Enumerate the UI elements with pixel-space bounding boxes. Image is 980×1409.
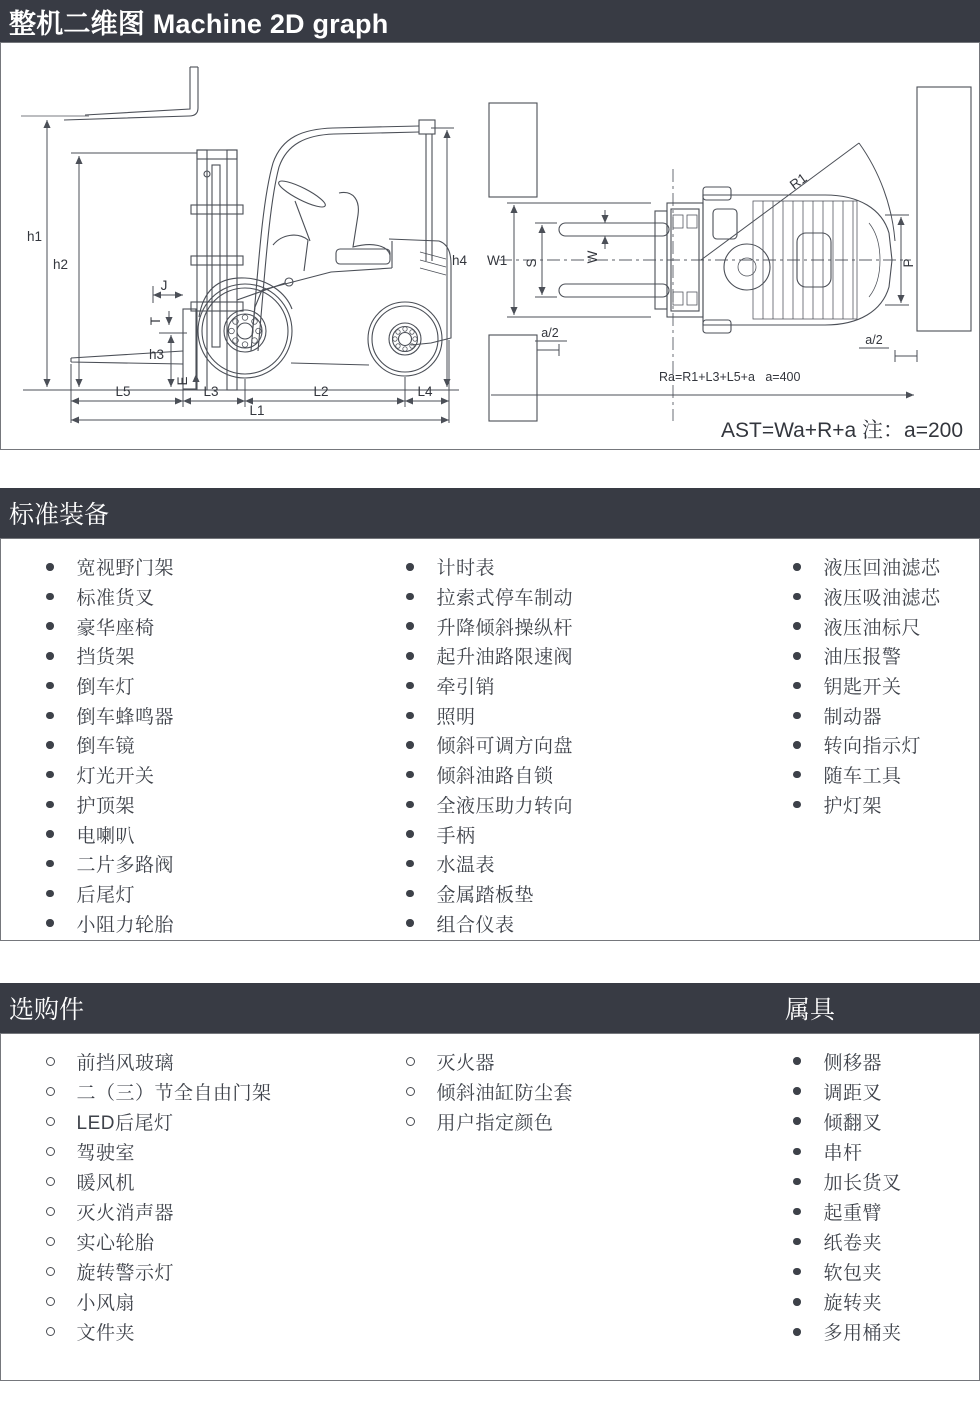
list-item-label: 旋转警示灯 bbox=[76, 1263, 175, 1285]
list-item bbox=[46, 1317, 272, 1347]
dim-label-L1: L1 bbox=[249, 403, 265, 418]
bullet-icon bbox=[793, 1087, 801, 1095]
bullet-icon bbox=[46, 741, 54, 749]
list-item-label: 升降倾斜操纵杆 bbox=[436, 617, 574, 639]
bullet-icon bbox=[406, 652, 414, 660]
hollow-bullet-icon bbox=[46, 1267, 55, 1276]
list-item-label: 水温表 bbox=[436, 855, 496, 877]
list-item-label: 转向指示灯 bbox=[823, 736, 922, 758]
list-item-label: 随车工具 bbox=[823, 766, 902, 788]
standard-equipment-header-bar bbox=[0, 488, 980, 538]
list-item-label: 倒车灯 bbox=[76, 677, 136, 699]
list-item bbox=[46, 582, 174, 612]
dim-label-L3: L3 bbox=[203, 384, 219, 399]
list-item-label: 倒车镜 bbox=[76, 736, 136, 758]
hollow-bullet-icon bbox=[406, 1057, 415, 1066]
dim-label-W: W bbox=[585, 250, 600, 264]
dim-label-P: P bbox=[901, 258, 916, 268]
section-gap bbox=[0, 450, 980, 488]
list-item-label: 计时表 bbox=[436, 558, 496, 580]
list-item-label: 加长货叉 bbox=[823, 1172, 902, 1194]
bullet-icon bbox=[46, 860, 54, 868]
bullet-icon bbox=[793, 712, 801, 720]
list-item bbox=[46, 552, 174, 582]
bullet-icon bbox=[46, 771, 54, 779]
list-item bbox=[793, 1287, 902, 1317]
list-item-label: 灭火器 bbox=[436, 1052, 496, 1074]
list-item bbox=[406, 1076, 573, 1106]
list-item bbox=[793, 671, 941, 701]
machine-2d-drawing-box bbox=[0, 42, 980, 450]
list-item bbox=[793, 1046, 902, 1076]
list-item-label: 旋转夹 bbox=[823, 1293, 883, 1315]
bullet-icon bbox=[793, 741, 801, 749]
list-item-label: 倾翻叉 bbox=[823, 1112, 883, 1134]
bullet-icon bbox=[793, 1208, 801, 1216]
list-item-label: 倾斜可调方向盘 bbox=[436, 736, 574, 758]
list-item bbox=[406, 879, 573, 909]
dim-label-L5: L5 bbox=[115, 384, 131, 399]
list-item bbox=[406, 908, 573, 938]
bullet-icon bbox=[46, 563, 54, 571]
list-item bbox=[406, 671, 573, 701]
bullet-icon bbox=[793, 652, 801, 660]
list-item-label: 组合仪表 bbox=[436, 914, 515, 936]
list-item-label: 灯光开关 bbox=[76, 766, 155, 788]
list-item bbox=[406, 700, 573, 730]
list-item-label: 拉索式停车制动 bbox=[436, 588, 574, 610]
attachments-title: 属具 bbox=[785, 996, 836, 1024]
list-item bbox=[406, 819, 573, 849]
bullet-icon bbox=[793, 1268, 801, 1276]
list-item bbox=[793, 1106, 902, 1136]
hollow-bullet-icon bbox=[46, 1057, 55, 1066]
list-item-label: 制动器 bbox=[823, 706, 883, 728]
list-item-label: 多用桶夹 bbox=[823, 1323, 902, 1345]
bullet-icon bbox=[793, 682, 801, 690]
bullet-icon bbox=[406, 919, 414, 927]
list-item-label: 灭火消声器 bbox=[76, 1203, 175, 1225]
dim-label-h2: h2 bbox=[53, 257, 69, 272]
forklift-top-view bbox=[487, 87, 971, 421]
bullet-icon bbox=[406, 771, 414, 779]
hollow-bullet-icon bbox=[406, 1117, 415, 1126]
list-item bbox=[793, 1166, 902, 1196]
optional-parts-box bbox=[0, 1033, 980, 1381]
list-item bbox=[406, 790, 573, 820]
dim-label-T: T bbox=[148, 316, 163, 326]
list-item-label: 调距叉 bbox=[823, 1082, 883, 1104]
list-item bbox=[46, 611, 174, 641]
bullet-icon bbox=[793, 1298, 801, 1306]
standard-equipment-column-1 bbox=[46, 552, 174, 938]
ra-formula-label: Ra=R1+L3+L5+a a=400 bbox=[659, 370, 801, 384]
list-item bbox=[406, 552, 573, 582]
list-item bbox=[46, 1076, 272, 1106]
machine-2d-header-bar bbox=[0, 0, 980, 42]
list-item bbox=[793, 582, 941, 612]
dim-label-h4: h4 bbox=[452, 253, 468, 268]
list-item bbox=[793, 760, 941, 790]
bullet-icon bbox=[406, 890, 414, 898]
list-item-label: 护顶架 bbox=[76, 795, 136, 817]
bullet-icon bbox=[46, 712, 54, 720]
list-item-label: 小阻力轮胎 bbox=[76, 914, 175, 936]
bullet-icon bbox=[406, 741, 414, 749]
list-item bbox=[46, 1196, 272, 1226]
hollow-bullet-icon bbox=[46, 1117, 55, 1126]
list-item bbox=[46, 1166, 272, 1196]
bullet-icon bbox=[793, 1178, 801, 1186]
standard-equipment-column-2 bbox=[406, 552, 573, 938]
list-item bbox=[793, 1257, 902, 1287]
hollow-bullet-icon bbox=[46, 1147, 55, 1156]
list-item-label: 液压油标尺 bbox=[823, 617, 922, 639]
list-item bbox=[46, 908, 174, 938]
list-item bbox=[793, 700, 941, 730]
optional-parts-title: 选购件 bbox=[9, 996, 85, 1024]
hollow-bullet-icon bbox=[46, 1207, 55, 1216]
list-item-label: 液压吸油滤芯 bbox=[823, 588, 941, 610]
list-item bbox=[793, 552, 941, 582]
bullet-icon bbox=[793, 1117, 801, 1125]
list-item-label: 后尾灯 bbox=[76, 884, 136, 906]
bullet-icon bbox=[406, 801, 414, 809]
dim-label-a2-left: a/2 bbox=[541, 326, 559, 340]
bullet-icon bbox=[46, 652, 54, 660]
standard-equipment-column-3 bbox=[793, 552, 941, 819]
list-item bbox=[46, 1136, 272, 1166]
bullet-icon bbox=[46, 801, 54, 809]
bullet-icon bbox=[793, 801, 801, 809]
list-item-label: 驾驶室 bbox=[76, 1142, 136, 1164]
list-item bbox=[46, 1046, 272, 1076]
bullet-icon bbox=[793, 1328, 801, 1336]
list-item bbox=[46, 849, 174, 879]
hollow-bullet-icon bbox=[46, 1297, 55, 1306]
hollow-bullet-icon bbox=[46, 1327, 55, 1336]
list-item-label: 二片多路阀 bbox=[76, 855, 175, 877]
dim-label-h1: h1 bbox=[27, 229, 43, 244]
optional-parts-column-2 bbox=[406, 1046, 573, 1136]
list-item-label: LED后尾灯 bbox=[76, 1112, 174, 1134]
dim-label-L2: L2 bbox=[313, 384, 329, 399]
list-item-label: 电喇叭 bbox=[76, 825, 136, 847]
list-item-label: 纸卷夹 bbox=[823, 1233, 883, 1255]
list-item bbox=[46, 671, 174, 701]
list-item-label: 液压回油滤芯 bbox=[823, 558, 941, 580]
bullet-icon bbox=[793, 593, 801, 601]
list-item-label: 暖风机 bbox=[76, 1172, 136, 1194]
bullet-icon bbox=[793, 563, 801, 571]
hollow-bullet-icon bbox=[46, 1237, 55, 1246]
list-item-label: 标准货叉 bbox=[76, 588, 155, 610]
bullet-icon bbox=[406, 712, 414, 720]
bullet-icon bbox=[46, 919, 54, 927]
dim-label-a2-right: a/2 bbox=[865, 333, 883, 347]
list-item-label: 宽视野门架 bbox=[76, 558, 175, 580]
standard-equipment-title: 标准装备 bbox=[9, 501, 110, 529]
list-item-label: 金属踏板垫 bbox=[436, 884, 535, 906]
list-item bbox=[406, 582, 573, 612]
forklift-2d-drawing bbox=[1, 43, 979, 449]
optional-parts-header-bar bbox=[0, 983, 980, 1033]
list-item bbox=[46, 641, 174, 671]
list-item-label: 软包夹 bbox=[823, 1263, 883, 1285]
list-item bbox=[793, 1076, 902, 1106]
list-item-label: 实心轮胎 bbox=[76, 1233, 155, 1255]
bullet-icon bbox=[46, 622, 54, 630]
list-item-label: 全液压助力转向 bbox=[436, 795, 574, 817]
list-item bbox=[406, 849, 573, 879]
bullet-icon bbox=[46, 593, 54, 601]
forklift-side-view bbox=[21, 67, 459, 390]
list-item-label: 照明 bbox=[436, 706, 476, 728]
list-item bbox=[793, 1227, 902, 1257]
bullet-icon bbox=[406, 563, 414, 571]
bullet-icon bbox=[406, 622, 414, 630]
list-item bbox=[46, 790, 174, 820]
attachments-column bbox=[793, 1046, 902, 1347]
list-item-label: 用户指定颜色 bbox=[436, 1112, 554, 1134]
list-item-label: 倾斜油路自锁 bbox=[436, 766, 554, 788]
list-item-label: 挡货架 bbox=[76, 647, 136, 669]
list-item bbox=[793, 1317, 902, 1347]
optional-parts-column-1 bbox=[46, 1046, 272, 1347]
list-item-label: 油压报警 bbox=[823, 647, 902, 669]
list-item bbox=[46, 879, 174, 909]
list-item bbox=[793, 1136, 902, 1166]
list-item bbox=[793, 790, 941, 820]
dim-label-h3: h3 bbox=[149, 347, 165, 362]
list-item bbox=[46, 1257, 272, 1287]
bullet-icon bbox=[46, 890, 54, 898]
bullet-icon bbox=[46, 830, 54, 838]
list-item bbox=[406, 1106, 573, 1136]
list-item-label: 豪华座椅 bbox=[76, 617, 155, 639]
list-item bbox=[406, 760, 573, 790]
list-item bbox=[793, 730, 941, 760]
bullet-icon bbox=[793, 1057, 801, 1065]
dim-label-S: S bbox=[524, 258, 539, 268]
list-item-label: 手柄 bbox=[436, 825, 476, 847]
bullet-icon bbox=[793, 771, 801, 779]
list-item bbox=[793, 1196, 902, 1226]
dim-label-J: J bbox=[160, 278, 168, 293]
list-item bbox=[46, 760, 174, 790]
list-item bbox=[46, 819, 174, 849]
hollow-bullet-icon bbox=[46, 1177, 55, 1186]
hollow-bullet-icon bbox=[406, 1087, 415, 1096]
bullet-icon bbox=[406, 682, 414, 690]
list-item-label: 串杆 bbox=[823, 1142, 863, 1164]
list-item bbox=[46, 1106, 272, 1136]
dim-label-R1: R1 bbox=[786, 170, 810, 193]
list-item bbox=[793, 641, 941, 671]
list-item-label: 起升油路限速阀 bbox=[436, 647, 574, 669]
list-item-label: 牵引销 bbox=[436, 677, 496, 699]
list-item-label: 前挡风玻璃 bbox=[76, 1052, 175, 1074]
machine-2d-title: 整机二维图 Machine 2D graph bbox=[9, 8, 389, 39]
list-item bbox=[793, 611, 941, 641]
list-item-label: 小风扇 bbox=[76, 1293, 136, 1315]
bullet-icon bbox=[793, 622, 801, 630]
bullet-icon bbox=[46, 682, 54, 690]
list-item bbox=[46, 1287, 272, 1317]
list-item-label: 钥匙开关 bbox=[823, 677, 902, 699]
list-item bbox=[406, 641, 573, 671]
list-item-label: 倒车蜂鸣器 bbox=[76, 706, 175, 728]
section-gap bbox=[0, 941, 980, 983]
list-item bbox=[406, 611, 573, 641]
list-item bbox=[46, 1227, 272, 1257]
list-item-label: 起重臂 bbox=[823, 1203, 883, 1225]
list-item-label: 护灯架 bbox=[823, 795, 883, 817]
dim-label-L4: L4 bbox=[417, 384, 433, 399]
bullet-icon bbox=[406, 830, 414, 838]
list-item bbox=[406, 730, 573, 760]
bullet-icon bbox=[406, 860, 414, 868]
list-item-label: 倾斜油缸防尘套 bbox=[436, 1082, 574, 1104]
bullet-icon bbox=[406, 593, 414, 601]
bullet-icon bbox=[793, 1238, 801, 1246]
dim-label-W1: W1 bbox=[487, 253, 508, 268]
bullet-icon bbox=[793, 1148, 801, 1156]
list-item-label: 侧移器 bbox=[823, 1052, 883, 1074]
list-item-label: 文件夹 bbox=[76, 1323, 136, 1345]
standard-equipment-box bbox=[0, 538, 980, 941]
list-item-label: 二（三）节全自由门架 bbox=[76, 1082, 272, 1104]
list-item bbox=[46, 700, 174, 730]
list-item bbox=[406, 1046, 573, 1076]
hollow-bullet-icon bbox=[46, 1087, 55, 1096]
dim-label-E: E bbox=[175, 376, 190, 386]
list-item bbox=[46, 730, 174, 760]
ast-note: AST=Wa+R+a 注：a=200 bbox=[720, 419, 963, 442]
